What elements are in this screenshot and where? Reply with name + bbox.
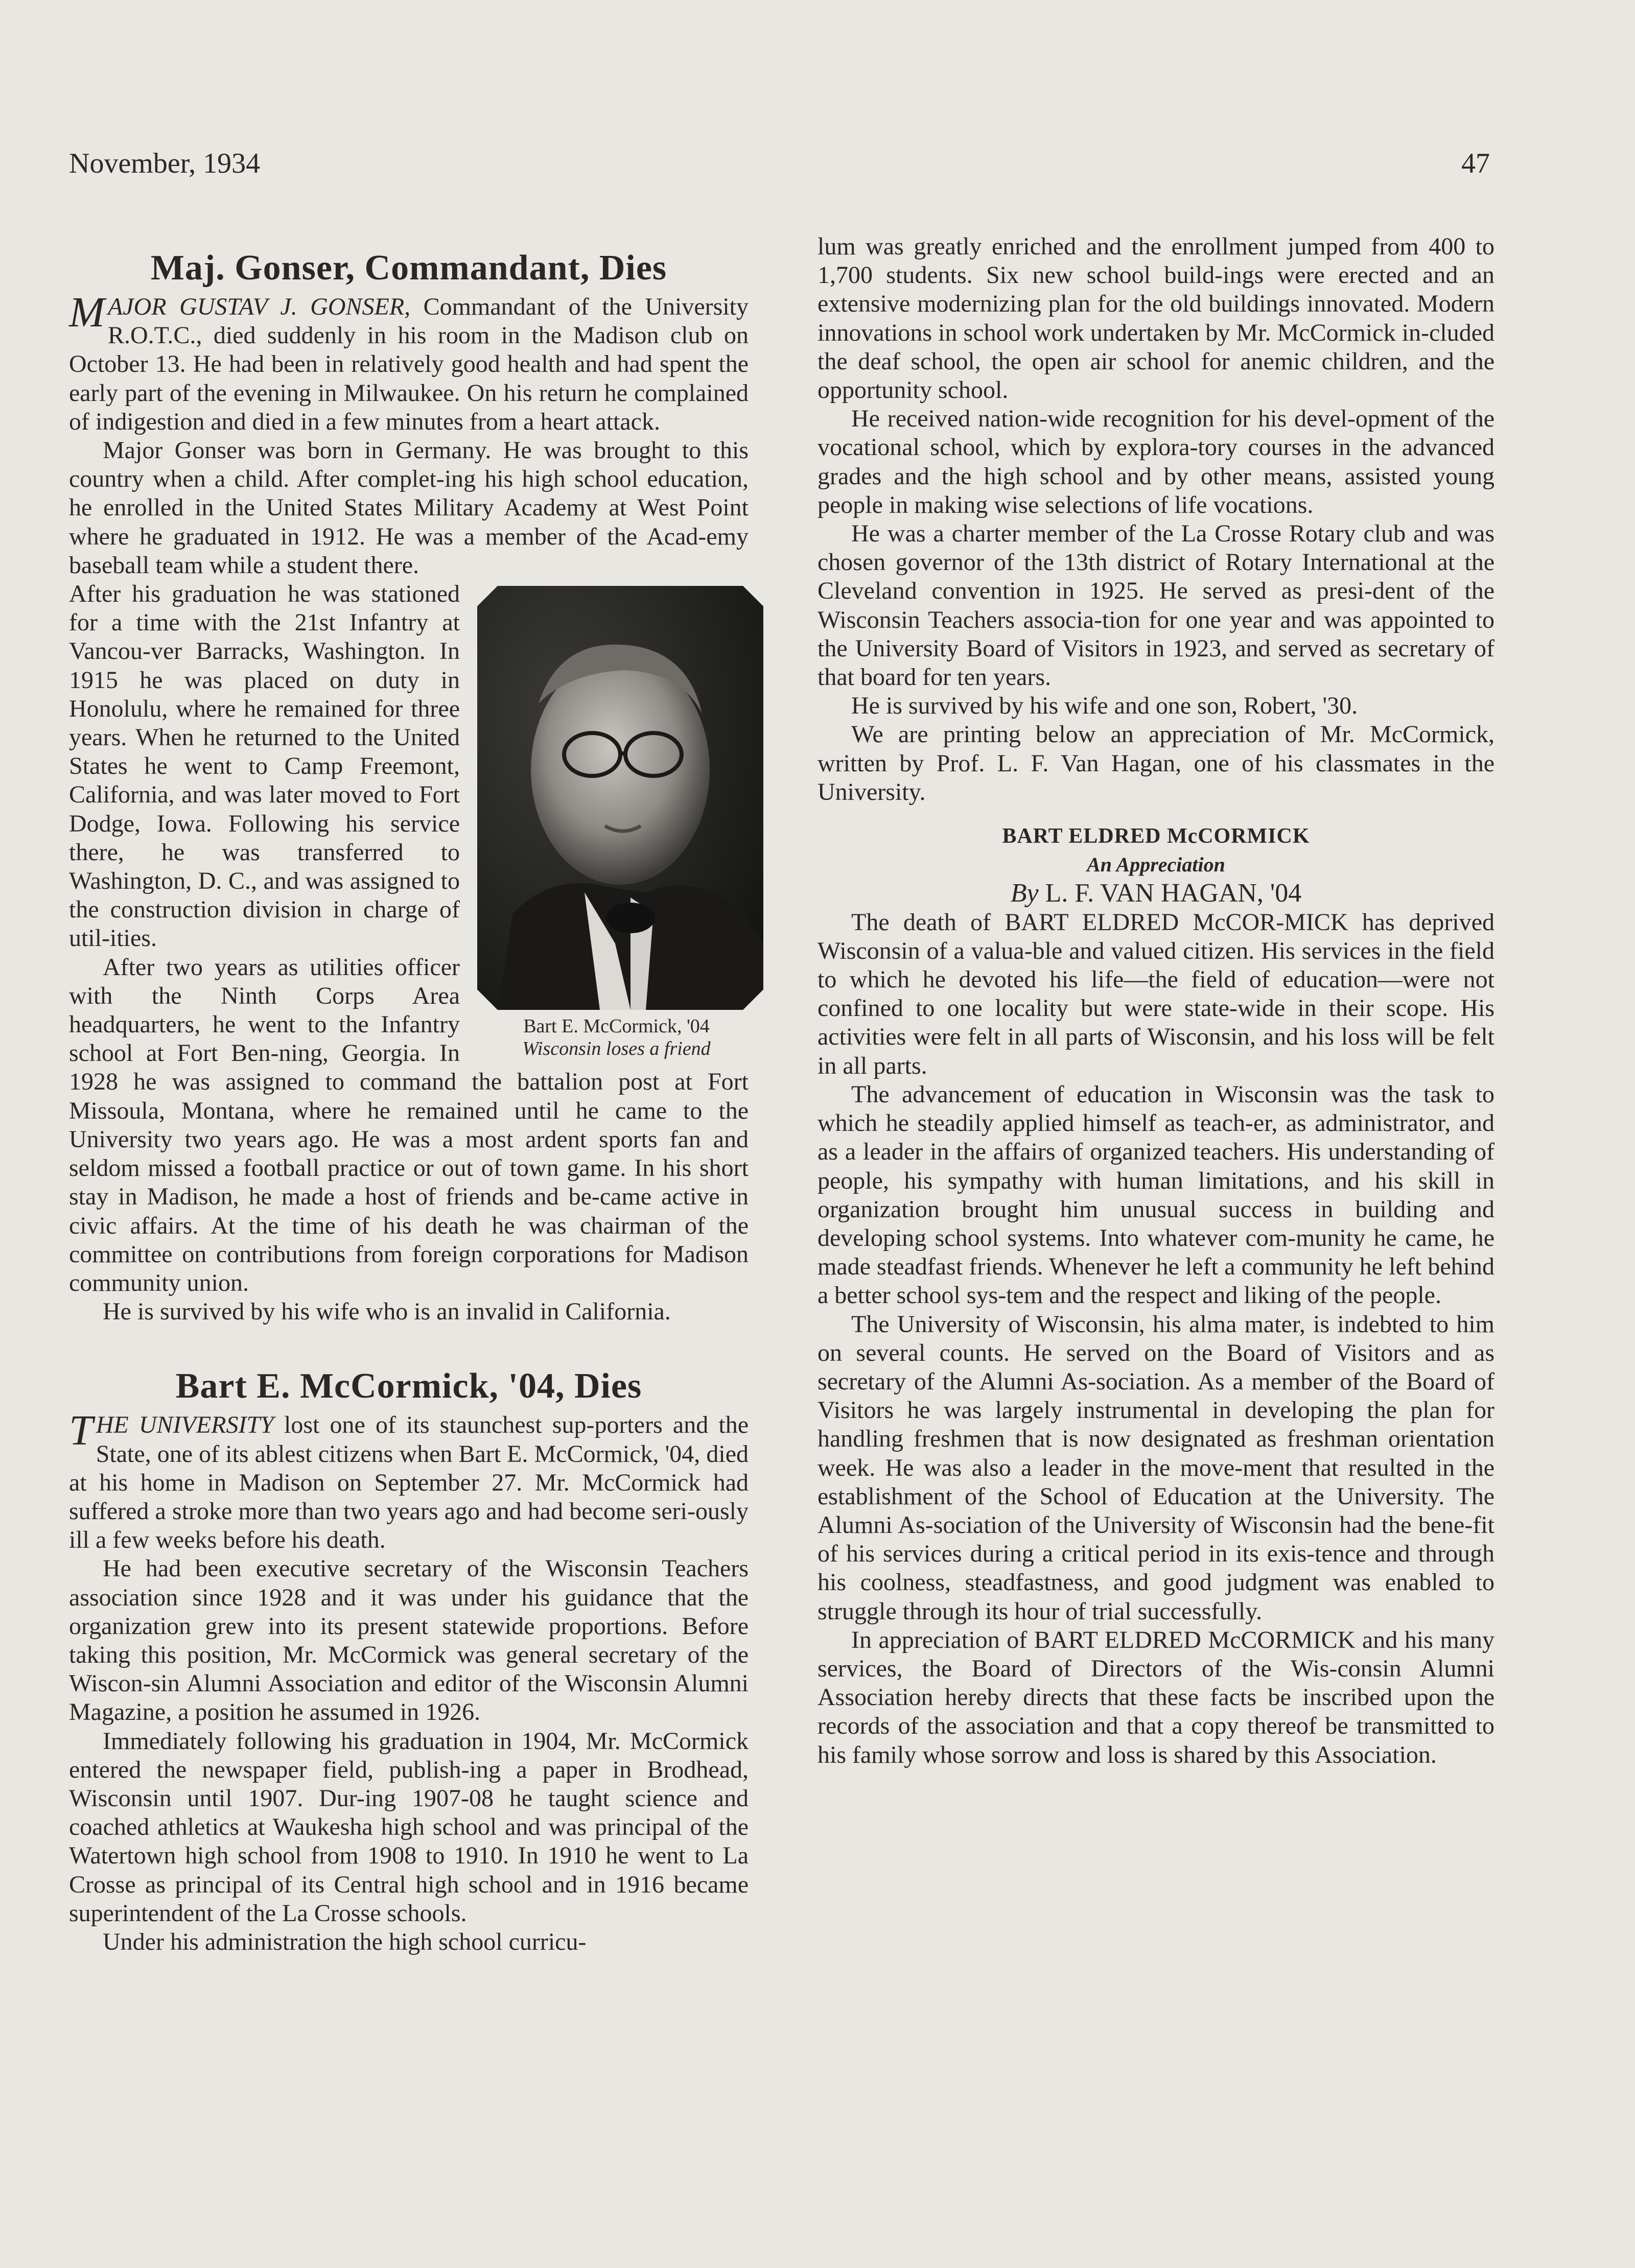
caption-name: Bart E. McCormick, '04 [523,1015,710,1037]
gonser-paragraph-3: After his graduation he was stationed for a time with the 21st Infantry at Vancou-ver Barracks, Washington. In 1915 he was placed on duty in Honolulu, where he remained for three years. When he returned to the United States he went to Camp Freemont, California, and was later moved to Fort Dodge, Iowa. Following his service there, he was transferred to Washington, D. C., and was assigned to the construction division in charge of util-ities. [69,580,460,952]
mccormick-continued-2: He received nation-wide recognition for his devel-opment of the vocational school, which by explora-tory courses in the advanced grades and the high school and by other means, assisted young people in making wise selections of life vocations. [818,405,1494,518]
gonser-paragraph-1 [69,289,749,436]
appreciation-subheading: An Appreciation [1087,853,1225,877]
mccormick-paragraph-4: Under his administration the high school curricu- [103,1928,587,1955]
mccormick-continued-3-start [818,519,1494,692]
mccormick-paragraph-3: Immediately following his graduation in 1904, Mr. McCormick entered the newspaper field, publish-ing a paper in Brodhead, Wisconsin until 1907. Dur-ing 1907-08 he taught science and coached athletics at Waukesha high school and was principal of the Watertown high school from 1908 to 1910. In 1910 he went to La Crosse as principal of its Central high school and in 1916 became superintendent of the La Crosse schools. [69,1727,749,1927]
mccormick-continued-5: We are printing below an appreciation of Mr. McCormick, written by Prof. L. F. Van Hagan, one of his classmates in the University. [818,721,1494,806]
left-column [69,232,749,1956]
appreciation-paragraph-4: In appreciation of BART ELDRED McCORMICK and his many services, the Board of Directors of the Wis-consin Alumni Association hereby directs that these facts be inscribed upon the records of the association and that a copy thereof be transmitted to his family whose sorrow and loss is shared by this Association. [818,1626,1494,1768]
mccormick-continued-4: He is survived by his wife and one son, Robert, '30. [851,692,1358,720]
paragraph-text: lost one of its staunchest sup-porters and the State, one of its ablest citizens when Bart E. McCormick, '04, died at his home in Madison on September 27. Mr. McCormick had suffered a stroke more than two years ago and had become seri-ously ill a few weeks before his death. [69,1411,749,1554]
gonser-paragraph-2: Major Gonser was born in Germany. He was brought to this country when a child. After complet-ing his high school education, he enrolled in the United States Military Academy at West Point where he graduated in 1912. He was a member of the Acad-emy baseball team while a student there. [69,437,749,579]
mccormick-continued-1: lum was greatly enriched and the enrollment jumped from 400 to 1,700 students. Six new school build-ings were erected and an extensive modernizing plan for the old buildings innovated. Modern innovations in school work undertaken by Mr. McCormick in-cluded the deaf school, the open air school for anemic children, and the opportunity school. [818,233,1494,404]
mccormick-paragraph-1 [69,1407,749,1554]
byline-by: By [1010,879,1039,908]
drop-cap: T [69,1407,93,1455]
portrait-photo [477,586,763,1010]
right-column [818,232,1494,1769]
paragraph-text: Commandant of the University R.O.T.C., died suddenly in his room in the Madison club on October 13. He had been in relatively good health and had spent the early part of the evening in Milwaukee. On his return he complained of indigestion and died in a few minutes from a heart attack. [69,293,749,435]
mccormick-paragraph-2: He had been executive secretary of the Wisconsin Teachers association since 1928 and it was under his guidance that the organization grew into its present statewide proportions. Before taking this position, Mr. McCormick was general secretary of the Wiscon-sin Alumni Association and editor of the Wisconsin Alumni Magazine, a position he assumed in 1926. [69,1555,749,1726]
article-title-mccormick: Bart E. McCormick, '04, Dies [175,1366,642,1406]
portrait-figure [477,586,756,1060]
appreciation-byline [818,879,1494,908]
drop-cap: M [69,289,105,336]
lead-in: HE UNIVERSITY [96,1411,274,1439]
byline-name: L. F. VAN HAGAN, '04 [1038,879,1302,908]
gonser-paragraph-4: After two years as utilities officer with the Ninth Corps Area headquarters, he went to the Infantry school at Fort Ben-ning, Georgia. In 1928 he was assigned to command the battalion post at Fort Missoula, Montana, where he remained until he came to the University two years ago. He was a most ardent sports fan and seldom missed a football practice or out of town game. In his short stay in Madison, he made a host of friends and be-came active in civic affairs. At the time of his death he was chairman of the committee on contributions from foreign corporations for Madison community union. [69,953,749,1296]
lead-in: AJOR GUSTAV J. GONSER, [107,293,411,320]
appreciation-heading: BART ELDRED McCORMICK [1002,824,1310,848]
running-head-date: November, 1934 [69,148,261,179]
appreciation-paragraph-2: The advancement of education in Wisconsin was the task to which he steadily applied himself as teach-er, as administrator, and as a leader in the affairs of organized teachers. His understanding of people, his sympathy with human limitations, and his skill in organization brought him unusual success in building and developing school systems. Into whatever com-munity he came, he made steadfast friends. Whenever he left a community he left behind a better school sys-tem and the respect and liking of the people. [818,1080,1494,1309]
paragraph-text: He was a charter member of the La Crosse Rotary club and was chosen governor of the 13th district of Rotary International at the Cleveland convention in 1925. He served as presi-dent of the Wisconsin Teachers associa-tion for one year and was appointed to the University Board of Visitors in 1923, and served as secretary of that board for ten years. [818,520,1494,691]
photo-caption [477,1015,756,1060]
appreciation-paragraph-1: The death of BART ELDRED McCOR-MICK has deprived Wisconsin of a valua-ble and valued citizen. His services in the field to which he devoted his life—the field of education—were not confined to one locality but were state-wide in their scope. His activities were felt in all parts of Wisconsin, and his loss will be felt in all parts. [818,908,1494,1079]
appreciation-paragraph-3: The University of Wisconsin, his alma mater, is indebted to him on several counts. He served on the Board of Visitors and as secretary of the Alumni As-sociation. As a member of the Board of Visitors he was largely instrumental in developing the plan for handling freshmen that is now designated as freshman orientation week. He was also a leader in the move-ment that resulted in the establishment of the School of Education at the University. The Alumni As-sociation of the University of Wisconsin had the bene-fit of his services during a critical period in its exis-tence and through his coolness, steadfastness, and good judgment was enabled to struggle through its hour of trial successfully. [818,1310,1494,1625]
article-title-gonser: Maj. Gonser, Commandant, Dies [150,248,667,288]
gonser-paragraph-5: He is survived by his wife who is an invalid in California. [103,1298,671,1326]
page-number: 47 [1461,148,1490,179]
caption-tagline: Wisconsin loses a friend [522,1038,711,1060]
portrait-image [477,586,763,1010]
